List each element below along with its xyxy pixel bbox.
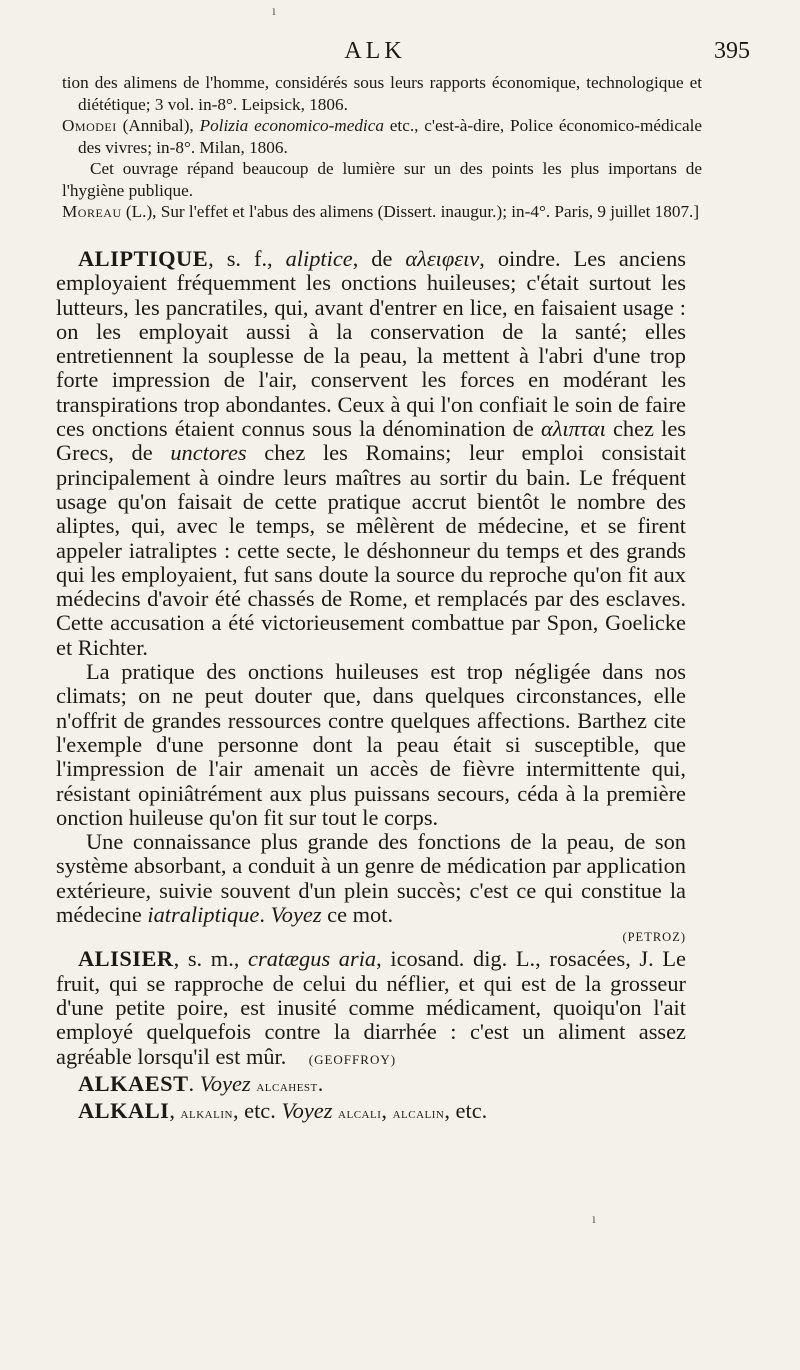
note-text: Cet ouvrage répand beaucoup de lumière sur un des points les plus importans de l'hygiène publique.	[62, 159, 702, 200]
entry-text: , s. m.,	[173, 946, 249, 972]
entry-text: , de	[352, 246, 406, 271]
variant-term: alkalin	[180, 1106, 233, 1123]
entry-text: chez les Romains; leur emploi consistait principalement à oindre leurs maîtres au sortir du bain. Le fréquent usage qu'on faisait de cette pratique accrut bientôt le nombre des aliptes, qui, avec le temps, se mêlèrent de médecine, et se firent appeler iatraliptes : cette secte, le déshonneur du temps et des grands qui les employaient, fut sans doute la source du reproche qu'on fit aux médecins d'avoir été chassés de Rome, et remplacés par des esclaves. Cette accusation a été victorieusement combattue par Spon, Goelicke et Richter.	[56, 440, 686, 660]
work-title: Polizia economico-medica	[199, 116, 384, 135]
voyez-label: Voyez	[199, 1070, 251, 1096]
entry-text: etc., c'est-à-dire, Police économico-médicale des vivres; in-8°. Milan, 1806.	[78, 116, 702, 157]
entry-text: , oindre. Les anciens employaient fréquemment les onctions huileuses; c'était surtout les lutteurs, les pancratiles, qui, avant d'entrer en lice, en faisaient usage : on les employait aussi à la conservation de la santé; elles entretiennent la souplesse de la peau, la mettent à l'abri d'une trop forte impression de l'air, conservent les forces en modérant les transpirations trop abondantes. Ceux à qui l'on confiait le soin de faire ces onctions étaient connus sous la dénomination de	[56, 246, 686, 442]
cross-reference: alcalin	[392, 1106, 445, 1123]
entry-alkali: ALKALI, alkalin, etc. Voyez alcali, alcalin, etc.	[78, 1098, 488, 1124]
paragraph-text: Une connaissance plus grande des fonctions de la peau, de son système absorbant, a conduit à un genre de médication par application extérieure, suivie souvent d'un plein succès; c'est ce qui constitue la médecine	[56, 829, 686, 928]
entry-alisier	[56, 947, 686, 1071]
page-number: 395	[714, 38, 750, 64]
entry-text: ,	[169, 1098, 181, 1124]
entry-alkaest	[56, 1072, 686, 1099]
cross-reference-term: iatraliptique	[147, 902, 260, 928]
cross-reference: alcali	[338, 1106, 382, 1123]
dictionary-body	[56, 247, 686, 1126]
greek-term: αλιπται	[540, 416, 606, 442]
headword: ALKAEST	[78, 1070, 189, 1096]
latin-term: aliptice	[285, 246, 353, 271]
bibliography-note	[62, 158, 702, 201]
paragraph-text: .	[259, 902, 271, 928]
paragraph-text: ce mot.	[321, 902, 394, 928]
author-signature: (GEOFFROY)	[308, 1051, 397, 1067]
headword: ALKALI	[78, 1098, 170, 1124]
voyez-label: Voyez	[270, 902, 322, 928]
voyez-label: Voyez	[281, 1098, 333, 1124]
entry-aliptique	[56, 247, 686, 660]
paragraph	[56, 830, 686, 927]
entry-text: , icosand. dig. L., rosacées, J. Le fruit, qui se rapproche de celui du néflier, et qui est de la grosseur d'une petite poire, est inusité comme médicament, quoiqu'on l'ait employé quelquefois contre la diarrhée : c'est un aliment assez agréable lorsqu'il est mûr.	[56, 946, 686, 1069]
greek-term: αλειφειν	[405, 246, 480, 271]
latin-term: unctores	[170, 440, 247, 466]
paragraph	[56, 660, 686, 830]
entry-text: (L.), Sur l'effet et l'abus des alimens (Dissert. inaugur.); in-4°. Paris, 9 juillet 1807.]	[121, 202, 700, 221]
bibliography-entry-moreau	[62, 201, 702, 223]
entry-text: , s. f.,	[208, 246, 286, 271]
headword: ALIPTIQUE	[78, 246, 209, 271]
author-name: Moreau	[62, 202, 122, 221]
author-firstname: (Annibal),	[122, 116, 200, 135]
entry-text: tion des alimens de l'homme, considérés sous leurs rapports économique, technologique et diététique; 3 vol. in-8°. Leipsick, 1806.	[62, 73, 702, 114]
entry-text: chez les Grecs, de	[56, 416, 686, 466]
print-speck: ı	[592, 1212, 596, 1227]
cross-reference: alcahest	[256, 1078, 318, 1095]
print-speck: ı	[272, 4, 276, 19]
running-header	[60, 36, 750, 70]
entry-text: .	[188, 1070, 200, 1096]
page-title: ALK	[344, 38, 406, 64]
bibliography-entry-continuation	[62, 72, 702, 115]
headword: ALISIER	[78, 946, 174, 972]
entry-text: .	[317, 1070, 324, 1096]
author-signature: (PETROZ)	[622, 930, 686, 945]
bibliography-block	[62, 72, 702, 223]
entry-text: , etc.	[232, 1098, 282, 1124]
bibliography-entry-omodei	[62, 115, 702, 158]
author-name: Omodei	[62, 116, 117, 135]
entry-text: , etc.	[444, 1098, 488, 1124]
latin-term: cratægus aria	[248, 946, 377, 972]
paragraph-text: La pratique des onctions huileuses est trop négligée dans nos climats; on ne peut douter que, dans quelques circonstances, elle n'offrit de grandes ressources contre quelques affections. Barthez cite l'exemple d'une personne dont la peau était si susceptible, que l'impression de l'air amenait un accès de fièvre intermittente qui, résistant opiniâtrément aux plus puissans secours, céda à la première onction huileuse qu'on fit sur tout le corps.	[56, 659, 686, 830]
